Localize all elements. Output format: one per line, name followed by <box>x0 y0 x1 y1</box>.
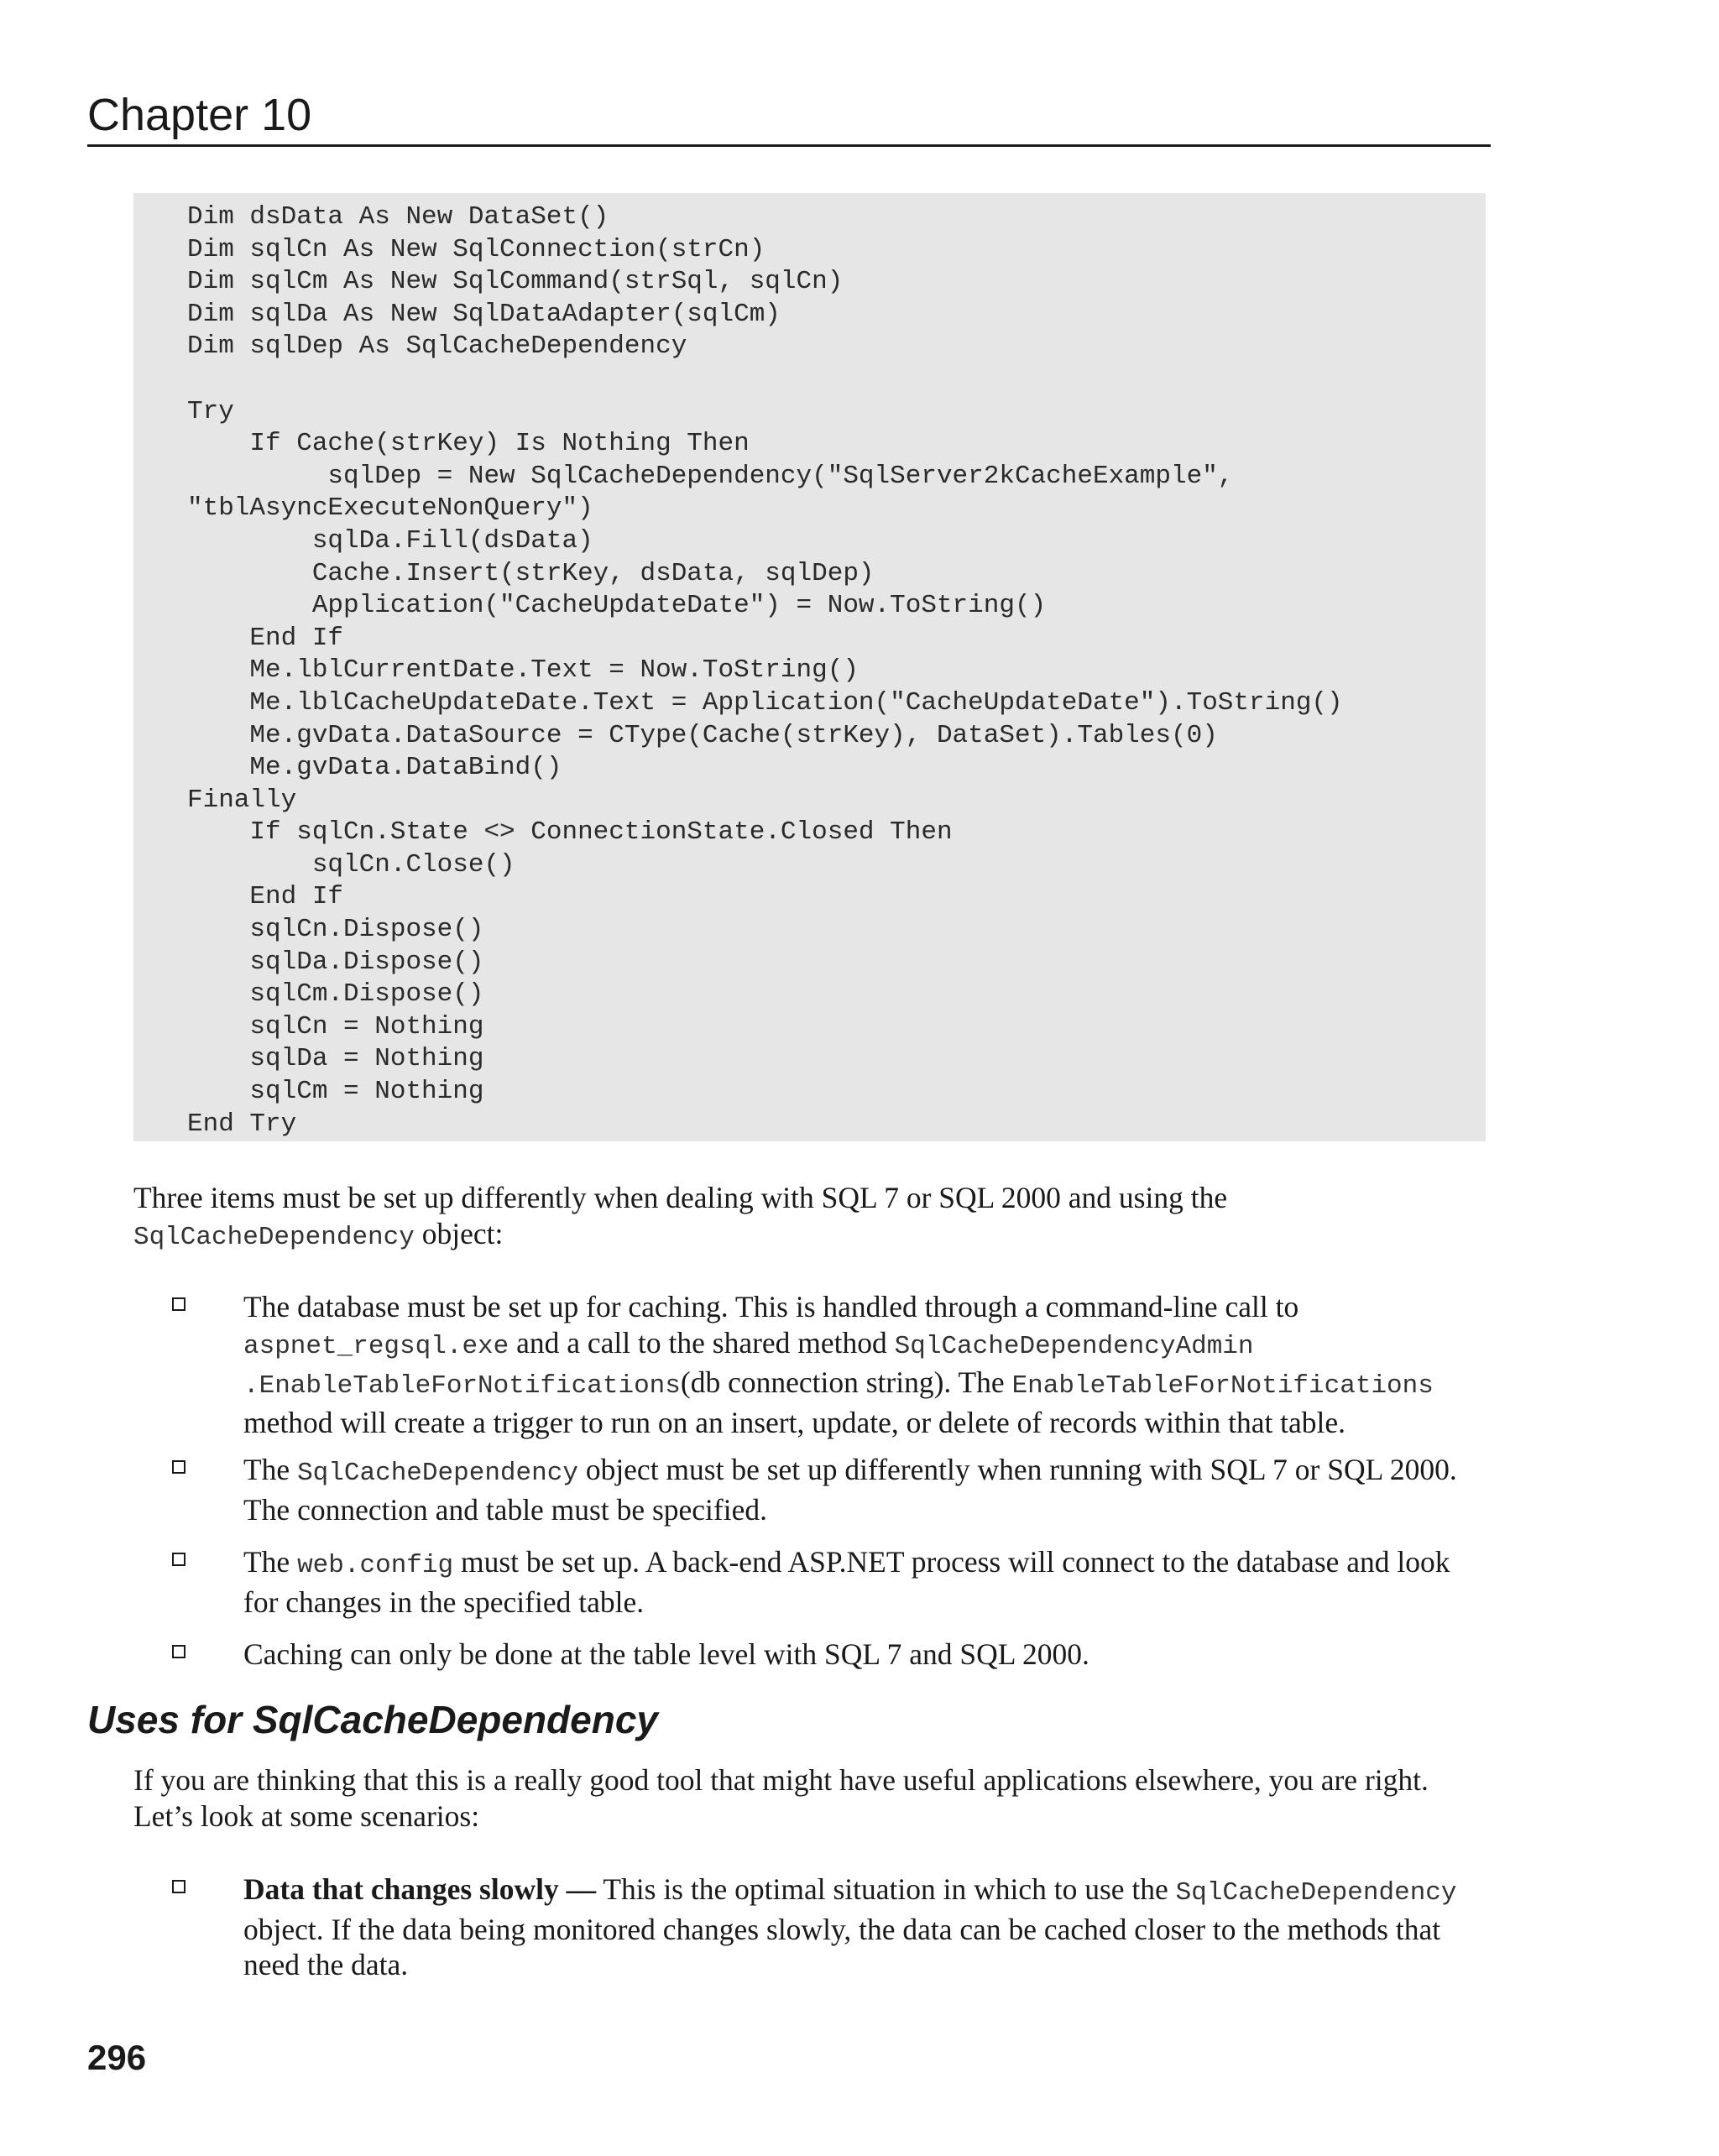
text-run: object. If the data being monitored changes slowly, the data can be cached closer to the methods that need the data. <box>243 1912 1441 1981</box>
code-line: End If <box>187 623 344 653</box>
intro-text: Three items must be set up differently when dealing with SQL 7 or SQL 2000 and using the <box>133 1181 1228 1214</box>
chapter-title: Chapter 10 <box>87 90 312 140</box>
code-run: SqlCacheDependency <box>1175 1878 1457 1908</box>
section-paragraph: If you are thinking that this is a really good tool that might have useful applications elsewhere, you are right. Let’s look at some scenarios: <box>133 1763 1429 1833</box>
code-line: Me.gvData.DataSource = CType(Cache(strKey), DataSet).Tables(0) <box>187 720 1218 750</box>
text-run: Caching can only be done at the table level with SQL 7 and SQL 2000. <box>243 1637 1089 1671</box>
bold-run: Data that changes slowly — <box>243 1872 597 1906</box>
text-run: method will create a trigger to run on an insert, update, or delete of records within that table. <box>243 1405 1346 1439</box>
list-item-text <box>243 1544 1486 1620</box>
intro-code: SqlCacheDependency <box>133 1222 415 1252</box>
code-line: Cache.Insert(strKey, dsData, sqlDep) <box>187 558 875 588</box>
text-run: and a call to the shared method <box>509 1325 895 1360</box>
checkbox-bullet-icon <box>172 1645 185 1658</box>
code-line: sqlCm.Dispose() <box>187 979 484 1010</box>
code-line <box>187 363 1486 396</box>
list-item-text <box>243 1452 1486 1527</box>
code-block <box>133 193 1486 1141</box>
code-run: aspnet_regsql.exe <box>243 1331 509 1361</box>
text-run: object must be set up differently when running with SQL 7 or SQL 2000. The connection and table must be specified. <box>243 1453 1457 1527</box>
list-item-text <box>243 1871 1486 1983</box>
code-line: Finally <box>187 785 297 815</box>
code-line: End Try <box>187 1109 297 1139</box>
intro-paragraph <box>133 1180 1493 1255</box>
checkbox-bullet-icon <box>172 1297 185 1311</box>
code-line: Application("CacheUpdateDate") = Now.ToString() <box>187 591 1047 621</box>
code-run: SqlCacheDependency <box>297 1459 578 1488</box>
code-line: Dim sqlCn As New SqlConnection(strCn) <box>187 234 765 264</box>
code-line: Dim dsData As New DataSet() <box>187 202 609 232</box>
section-heading: Uses for SqlCacheDependency <box>87 1698 659 1741</box>
code-line: sqlDa = Nothing <box>187 1044 484 1074</box>
page-header <box>87 87 1491 147</box>
code-line: If Cache(strKey) Is Nothing Then <box>187 429 750 459</box>
code-run: EnableTableForNotifications <box>1011 1371 1434 1401</box>
text-run: must be set up. A back-end ASP.NET process will connect to the database and look for changes in the specified table. <box>243 1545 1450 1619</box>
code-line: End If <box>187 882 344 912</box>
text-run: This is the optimal situation in which to use the <box>596 1872 1176 1906</box>
code-line: sqlCn.Dispose() <box>187 915 484 945</box>
checkbox-bullet-icon <box>172 1880 185 1893</box>
code-line: sqlCn = Nothing <box>187 1011 484 1041</box>
code-line: sqlDa.Fill(dsData) <box>187 525 593 556</box>
code-line: sqlCn.Close() <box>187 849 515 880</box>
code-line: Dim sqlDa As New SqlDataAdapter(sqlCm) <box>187 299 781 329</box>
code-line: sqlDep = New SqlCacheDependency("SqlServer2kCacheExample", <box>187 461 1234 491</box>
code-line: "tblAsyncExecuteNonQuery") <box>187 493 593 524</box>
list-item-text <box>243 1637 1486 1673</box>
code-line: Try <box>187 396 234 426</box>
text-run: The <box>243 1545 298 1579</box>
code-line: Me.gvData.DataBind() <box>187 753 562 783</box>
page-number: 296 <box>87 2038 147 2077</box>
text-run: (db connection string). The <box>680 1365 1012 1399</box>
code-line: sqlCm = Nothing <box>187 1077 484 1107</box>
checkbox-bullet-icon <box>172 1553 185 1566</box>
code-line: Dim sqlCm As New SqlCommand(strSql, sqlCn) <box>187 267 844 297</box>
intro-tail: object: <box>414 1216 504 1250</box>
code-line: If sqlCn.State <> ConnectionState.Closed Then <box>187 817 953 848</box>
code-run: SqlCacheDependencyAdmin .EnableTableForNotifications <box>243 1331 1254 1401</box>
code-line: sqlDa.Dispose() <box>187 947 484 977</box>
checkbox-bullet-icon <box>172 1460 185 1474</box>
text-run: The database must be set up for caching. This is handled through a command-line call to <box>243 1290 1299 1323</box>
code-line: Me.lblCurrentDate.Text = Now.ToString() <box>187 655 859 686</box>
code-line: Dim sqlDep As SqlCacheDependency <box>187 331 687 362</box>
code-run: web.config <box>297 1551 454 1580</box>
text-run: The <box>243 1453 298 1486</box>
code-line: Me.lblCacheUpdateDate.Text = Application("CacheUpdateDate").ToString() <box>187 687 1343 718</box>
list-item-text <box>243 1289 1486 1440</box>
